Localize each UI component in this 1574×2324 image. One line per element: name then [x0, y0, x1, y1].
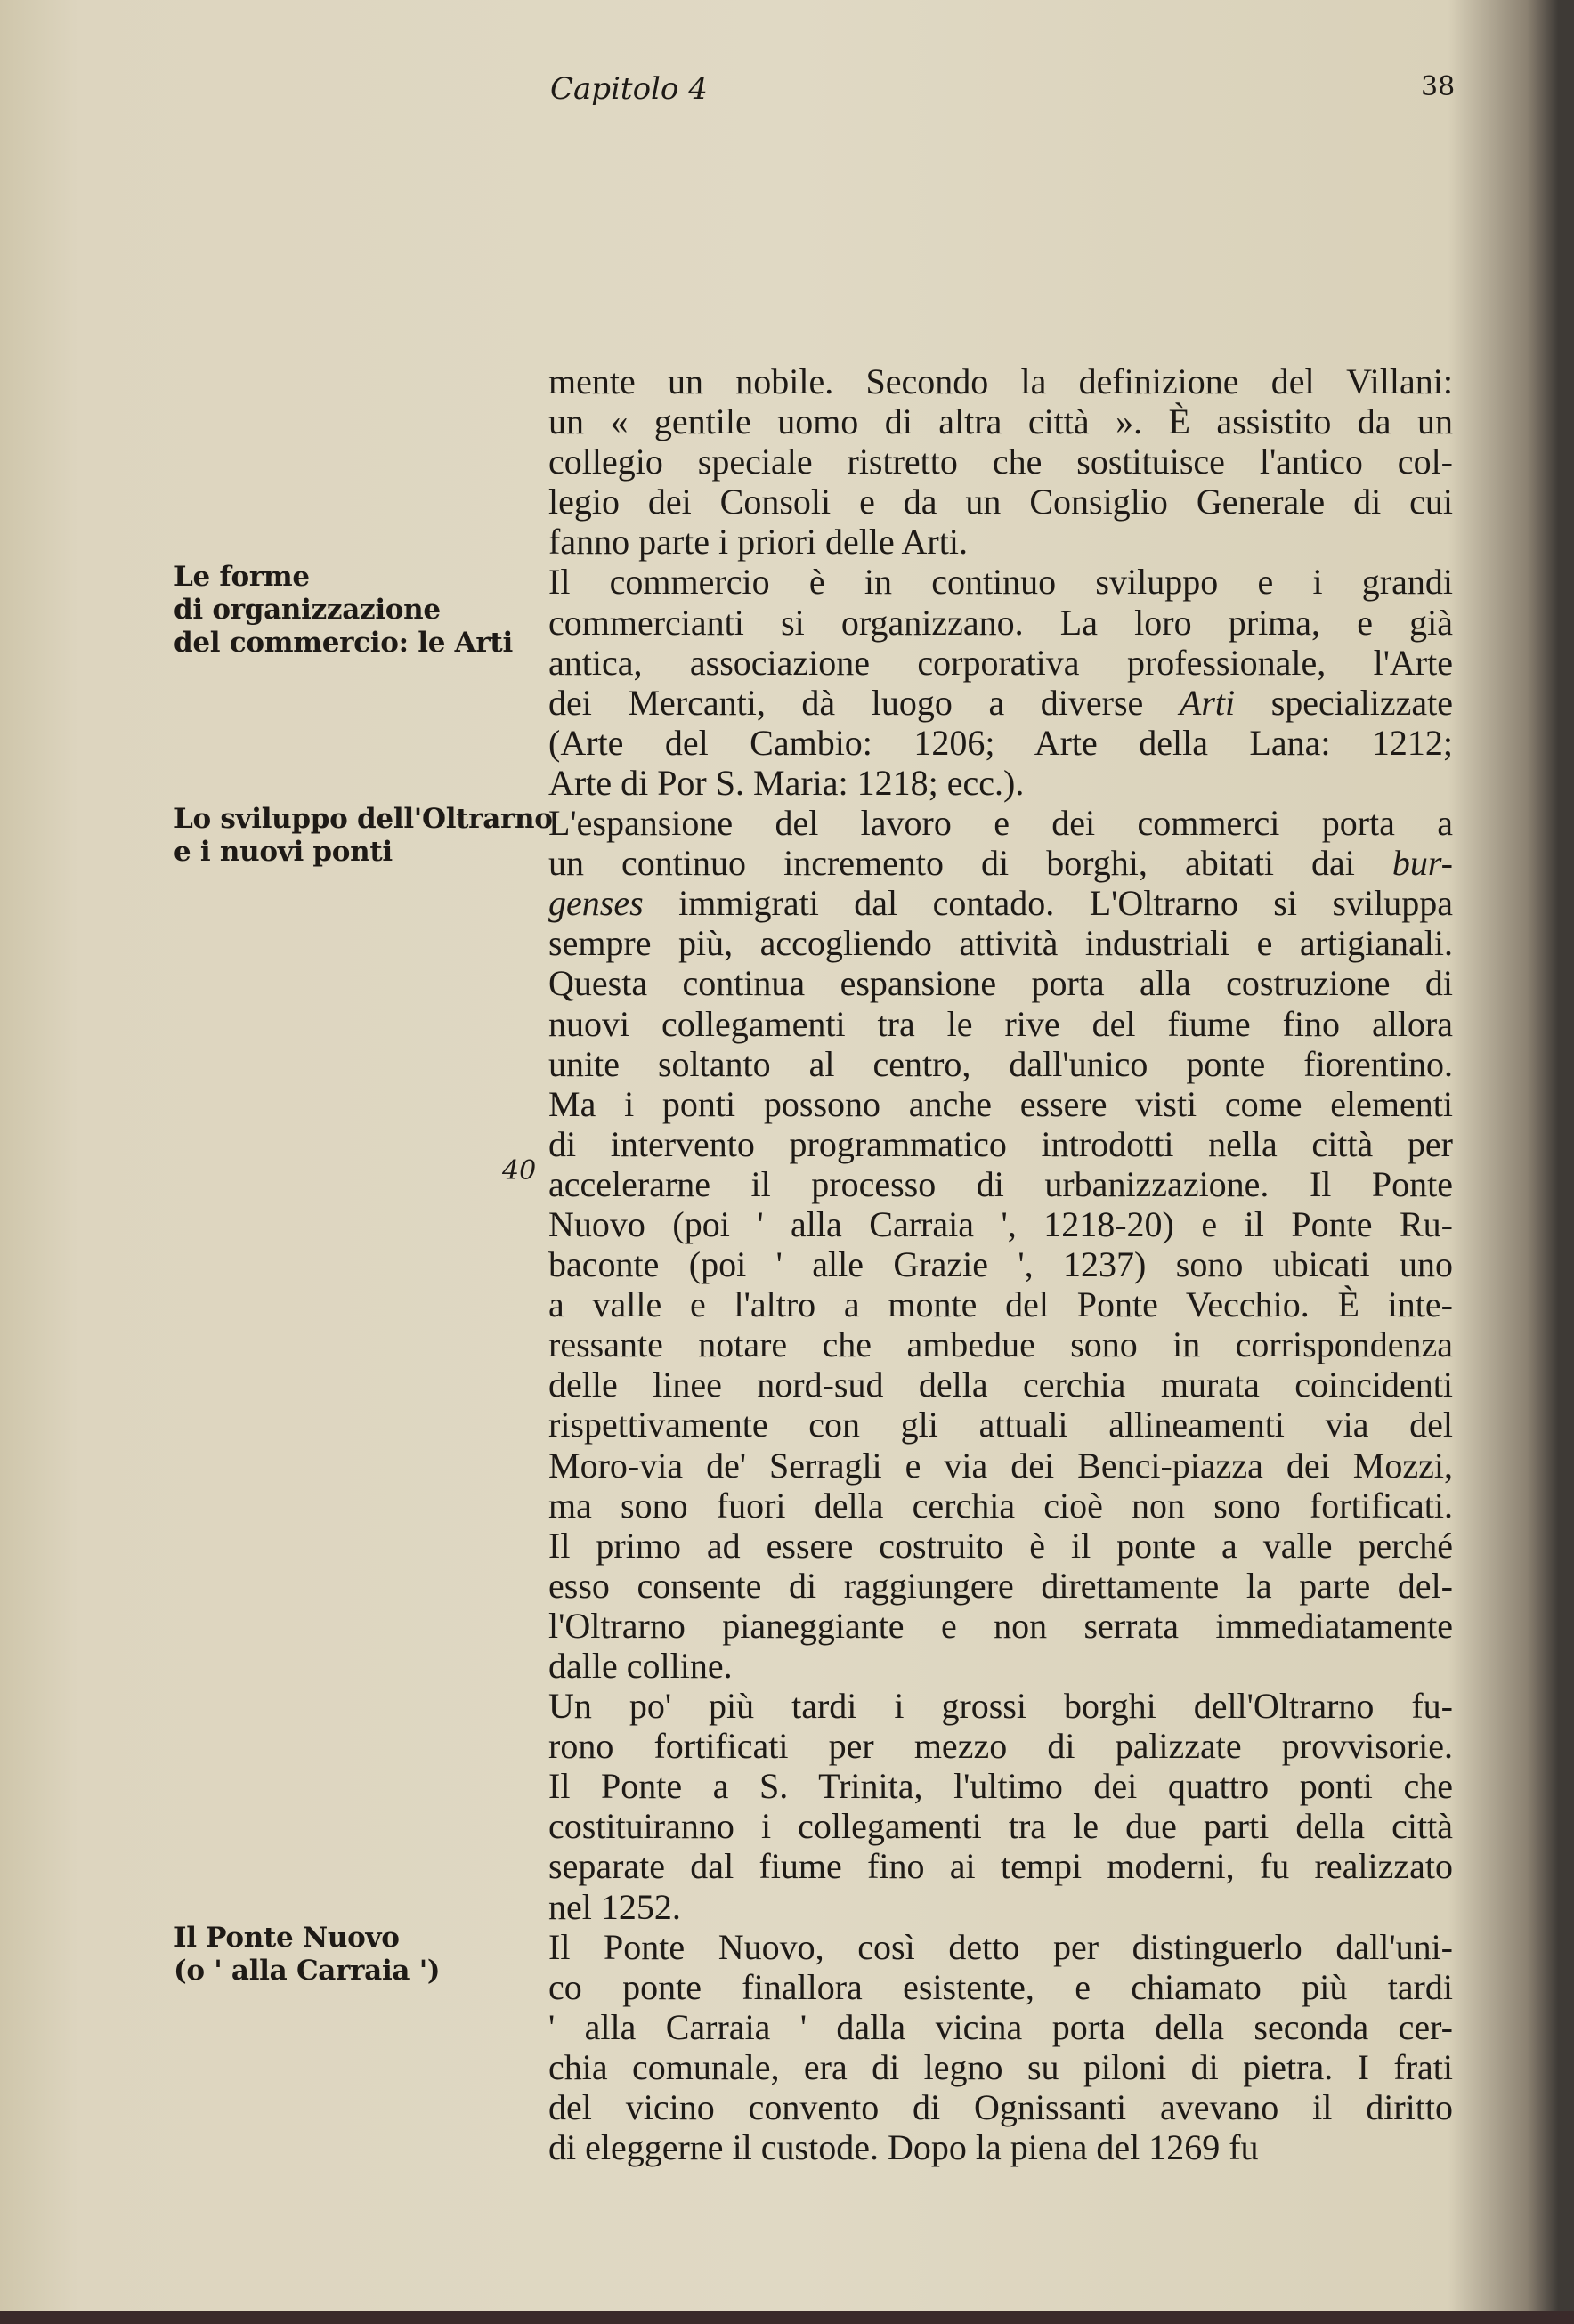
chapter-title: Capitolo 4	[550, 71, 708, 107]
body-line: accelerarne il processo di urbanizzazione. Il Ponte	[548, 1163, 1453, 1204]
body-line: Arte di Por S. Maria: 1218; ecc.).	[548, 762, 1025, 803]
body-line: un continuo incremento di borghi, abitati dai bur-	[548, 843, 1453, 884]
body-line: ma sono fuori della cerchia cioè non sono fortificati.	[548, 1485, 1453, 1526]
body-line: sempre più, accogliendo attività industriali e artigianali.	[548, 923, 1453, 964]
body-line: rispettivamente con gli attuali allineamenti via del	[548, 1405, 1453, 1445]
page-header	[0, 71, 1574, 116]
body-line: Moro-via de' Serragli e via dei Benci-piazza dei Mozzi,	[548, 1445, 1453, 1486]
body-line: dalle colline.	[548, 1646, 733, 1686]
body-line: l'Oltrarno pianeggiante e non serrata immediatamente	[548, 1605, 1453, 1646]
page-bottom-edge	[0, 2311, 1574, 2324]
side-note-line: e i nuovi ponti	[174, 836, 393, 868]
body-line: delle linee nord-sud della cerchia murata coincidenti	[548, 1364, 1453, 1405]
body-line: Il Ponte Nuovo, così detto per distinguerlo dall'uni-	[548, 1926, 1453, 1967]
body-line: di eleggerne il custode. Dopo la piena del 1269 fu	[548, 2127, 1259, 2168]
page-number: 38	[1421, 71, 1456, 102]
side-note-line: di organizzazione	[174, 594, 441, 626]
side-note-ponte-nuovo	[174, 1922, 530, 1988]
side-note-line: Il Ponte Nuovo	[174, 1922, 400, 1954]
side-note-line: del commercio: le Arti	[174, 627, 513, 659]
body-line: unite soltanto al centro, dall'unico ponte fiorentino.	[548, 1043, 1453, 1084]
body-line: co ponte finallora esistente, e chiamato più tardi	[548, 1966, 1453, 2007]
margin-line-number: 40	[502, 1155, 537, 1186]
body-line: Ma i ponti possono anche essere visti come elementi	[548, 1083, 1453, 1124]
body-line: mente un nobile. Secondo la definizione del Villani:	[548, 361, 1453, 401]
body-line: esso consente di raggiungere direttamente la parte del-	[548, 1565, 1453, 1606]
body-line: Nuovo (poi ' alla Carraia ', 1218-20) e il Ponte Ru-	[548, 1203, 1453, 1244]
body-line: ' alla Carraia ' dalla vicina porta della seconda cer-	[548, 2006, 1453, 2047]
body-line: costituiranno i collegamenti tra le due parti della città	[548, 1806, 1453, 1847]
body-line: di intervento programmatico introdotti nella città per	[548, 1123, 1453, 1164]
body-line: dei Mercanti, dà luogo a diverse Arti specializzate	[548, 682, 1454, 723]
side-note-line: Le forme	[174, 561, 310, 593]
body-line: legio dei Consoli e da un Consiglio Generale di cui	[548, 482, 1453, 522]
body-line: Un po' più tardi i grossi borghi dell'Oltrarno fu-	[548, 1686, 1453, 1727]
body-line: antica, associazione corporativa professionale, l'Arte	[548, 642, 1453, 683]
body-line: fanno parte i priori delle Arti.	[548, 522, 968, 563]
body-line: Il Ponte a S. Trinita, l'ultimo dei quattro ponti che	[548, 1766, 1453, 1807]
body-line: Questa continua espansione porta alla costruzione di	[548, 963, 1453, 1004]
side-note-oltrarno	[174, 803, 553, 869]
body-line: Il commercio è in continuo sviluppo e i grandi	[548, 562, 1453, 603]
side-note-line: Lo sviluppo dell'Oltrarno	[174, 803, 553, 835]
body-line: commercianti si organizzano. La loro prima, e già	[548, 602, 1453, 643]
body-line: baconte (poi ' alle Grazie ', 1237) sono ubicati uno	[548, 1244, 1453, 1285]
body-line: collegio speciale ristretto che sostituisce l'antico col-	[548, 441, 1453, 482]
body-line: separate dal fiume fino ai tempi moderni, fu realizzato	[548, 1846, 1453, 1887]
body-line: chia comunale, era di legno su piloni di pietra. I frati	[548, 2046, 1453, 2087]
body-line: a valle e l'altro a monte del Ponte Vecchio. È inte-	[548, 1284, 1453, 1325]
body-line: (Arte del Cambio: 1206; Arte della Lana: 1212;	[548, 722, 1453, 763]
body-line: genses immigrati dal contado. L'Oltrarno si sviluppa	[548, 883, 1453, 924]
body-line: ressante notare che ambedue sono in corrispondenza	[548, 1324, 1453, 1365]
body-line: rono fortificati per mezzo di palizzate provvisorie.	[548, 1726, 1453, 1767]
body-line: nuovi collegamenti tra le rive del fiume fino allora	[548, 1003, 1453, 1044]
body-line: L'espansione del lavoro e dei commerci porta a	[548, 803, 1453, 844]
side-note-arti	[174, 561, 530, 660]
body-line: del vicino convento di Ognissanti avevano il diritto	[548, 2087, 1453, 2128]
side-note-line: (o ' alla Carraia ')	[174, 1955, 441, 1987]
body-text	[548, 361, 1453, 2167]
body-line: un « gentile uomo di altra città ». È assistito da un	[548, 401, 1453, 442]
body-line: Il primo ad essere costruito è il ponte a valle perché	[548, 1525, 1453, 1566]
body-line: nel 1252.	[548, 1886, 681, 1927]
